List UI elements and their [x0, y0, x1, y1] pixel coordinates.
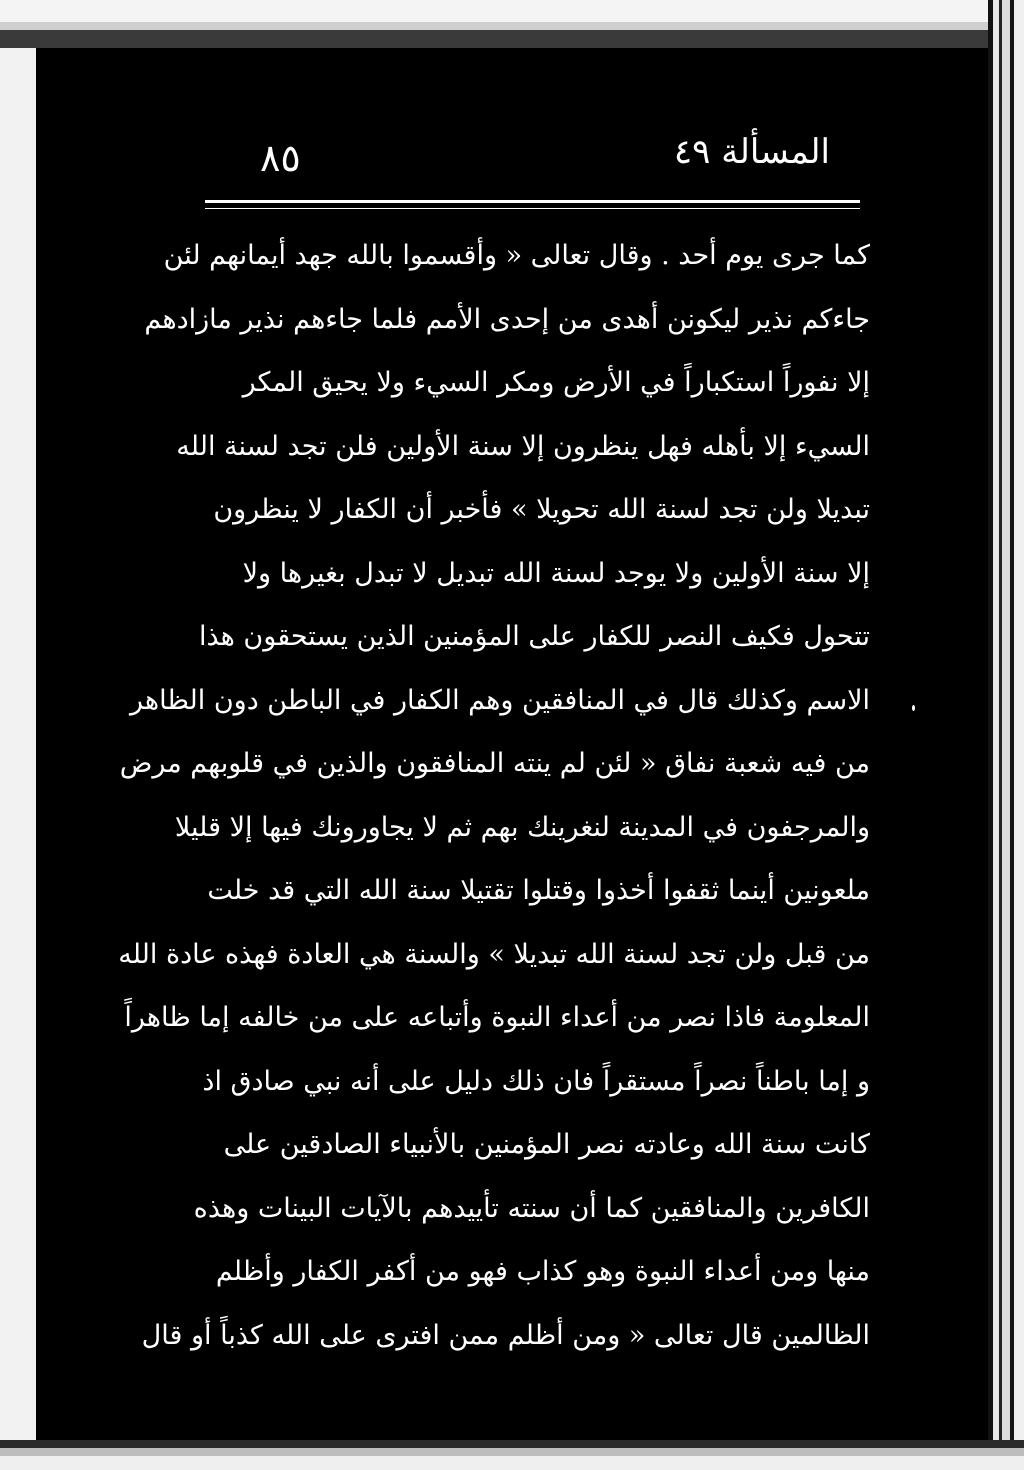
scan-top-edge — [0, 0, 1024, 48]
page-header — [200, 128, 830, 188]
text-line-1: كما جرى يوم أحد . وقال تعالى « وأقسموا بالله جهد أيمانهم لئن — [163, 240, 870, 271]
text-line-3: إلا نفوراً استكباراً في الأرض ومكر السيء ولا يحيق المكر — [242, 367, 870, 398]
header-rule-thin — [205, 208, 860, 209]
section-title: المسألة ٤٩ — [673, 132, 830, 172]
text-line-11: ملعونين أينما ثقفوا أخذوا وقتلوا تقتيلا سنة الله التي قد خلت — [207, 875, 870, 906]
text-line-14: و إما باطناً نصراً مستقراً فان ذلك دليل على أنه نبي صادق اذ — [202, 1065, 870, 1097]
text-line-2: جاءكم نذير ليكونن أهدى من إحدى الأمم فلما جاءهم نذير مازادهم — [144, 303, 870, 335]
text-line-4: السيء إلا بأهله فهل ينظرون إلا سنة الأولين فلن تجد لسنة الله — [176, 430, 870, 462]
text-line-7: تتحول فكيف النصر للكفار على المؤمنين الذين يستحقون هذا — [198, 621, 870, 652]
text-line-13: المعلومة فاذا نصر من أعداء النبوة وأتباعه على من خالفه إما ظاهراً — [124, 1002, 870, 1033]
scan-right-edge — [988, 0, 1024, 1470]
header-rule-thick — [205, 200, 860, 203]
text-line-18: الظالمين قال تعالى « ومن أظلم ممن افترى على الله كذباً أو قال — [141, 1319, 870, 1351]
text-line-10: والمرجفون في المدينة لنغرينك بهم ثم لا يجاورونك فيها إلا قليلا — [174, 811, 870, 843]
body-text — [118, 224, 870, 1367]
text-line-6: إلا سنة الأولين ولا يوجد لسنة الله تبديل لا تبدل بغيرها ولا — [242, 557, 870, 589]
text-line-16: الكافرين والمنافقين كما أن سنته تأييدهم بالآيات البينات وهذه — [193, 1192, 870, 1224]
scan-bottom-edge — [0, 1440, 1024, 1470]
text-line-12: من قبل ولن تجد لسنة الله تبديلا » والسنة هي العادة فهذه عادة الله — [118, 938, 870, 970]
text-line-15: كانت سنة الله وعادته نصر المؤمنين بالأنبياء الصادقين على — [223, 1129, 870, 1160]
text-line-9: من فيه شعبة نفاق « لئن لم ينته المنافقون والذين في قلوبهم مرض — [119, 748, 870, 779]
page-number: ٨٥ — [260, 136, 301, 180]
text-line-5: تبديلا ولن تجد لسنة الله تحويلا » فأخبر أن الكفار لا ينظرون — [213, 494, 870, 525]
text-line-17: منها ومن أعداء النبوة وهو كذاب فهو من أكفر الكفار وأظلم — [215, 1256, 870, 1287]
scan-speck — [912, 705, 915, 711]
text-line-8: الاسم وكذلك قال في المنافقين وهم الكفار في الباطن دون الظاهر — [130, 684, 870, 716]
